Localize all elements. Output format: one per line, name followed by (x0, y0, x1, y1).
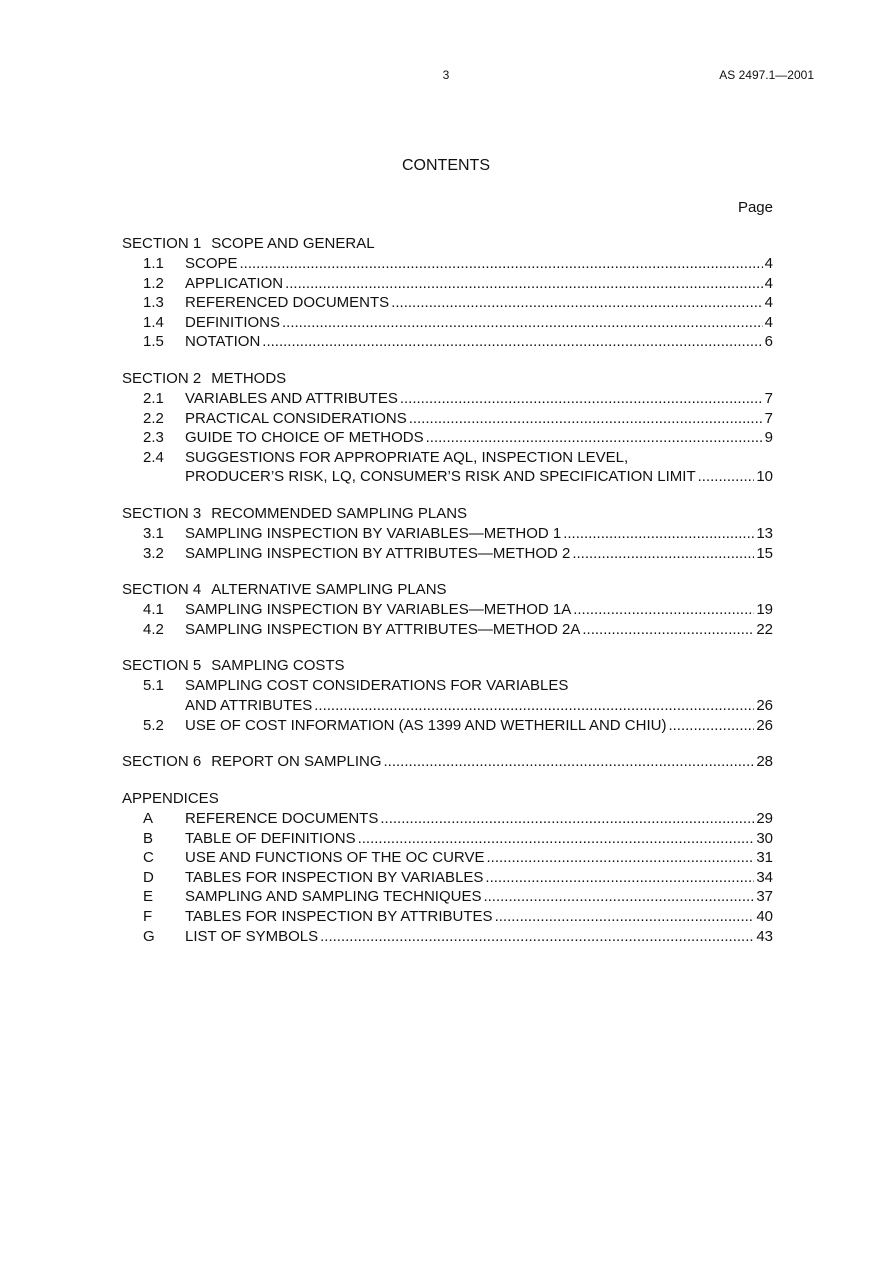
page-ref: 31 (756, 849, 773, 867)
section-heading[interactable] (122, 752, 773, 772)
toc-section (122, 234, 773, 352)
entry-number: E (143, 888, 154, 906)
page-ref: 6 (764, 333, 773, 351)
toc-entry[interactable] (122, 313, 773, 333)
dot-leader (668, 716, 754, 736)
section-heading[interactable] (122, 656, 773, 676)
entry-title: REFERENCE DOCUMENTS (185, 810, 379, 828)
entry-title: SAMPLING INSPECTION BY VARIABLES—METHOD 1A (185, 601, 572, 619)
dot-leader (400, 389, 763, 409)
entry-number: F (143, 908, 153, 926)
section-title: RECOMMENDED SAMPLING PLANS (211, 504, 468, 522)
toc-entry[interactable] (122, 620, 773, 640)
page-ref: 10 (756, 468, 773, 486)
page-ref: 30 (756, 829, 773, 847)
entry-title: VARIABLES AND ATTRIBUTES (185, 389, 398, 407)
toc-entry[interactable] (122, 868, 773, 888)
entry-number: 1.5 (143, 333, 164, 351)
toc-entry[interactable] (122, 409, 773, 429)
toc-section (122, 752, 773, 772)
table-of-contents (122, 234, 773, 963)
page-ref: 7 (764, 409, 773, 427)
page-ref: 4 (764, 255, 773, 272)
toc-entry[interactable] (122, 428, 773, 448)
entry-number: 2.3 (143, 429, 164, 447)
dot-leader (262, 332, 762, 352)
entry-number: A (143, 810, 154, 828)
dot-leader (314, 696, 754, 716)
toc-entry[interactable] (122, 274, 773, 294)
section-title: SAMPLING COSTS (211, 657, 345, 675)
dot-leader (391, 293, 762, 313)
toc-entry[interactable] (122, 676, 773, 715)
section-title: ALTERNATIVE SAMPLING PLANS (211, 581, 447, 599)
page-ref: 43 (756, 927, 773, 945)
entry-title-line: SUGGESTIONS FOR APPROPRIATE AQL, INSPECTION LEVEL, (185, 448, 629, 466)
entry-number: 1.3 (143, 294, 164, 312)
section-title: SCOPE AND GENERAL (211, 235, 375, 252)
dot-leader (282, 313, 763, 333)
dot-leader (495, 907, 755, 927)
entry-title: USE AND FUNCTIONS OF THE OC CURVE (185, 849, 485, 867)
toc-entry[interactable] (122, 716, 773, 736)
entry-title: NOTATION (185, 333, 261, 351)
entry-number: G (143, 927, 155, 945)
entry-number: D (143, 868, 154, 886)
page-ref: 29 (756, 810, 773, 828)
entry-number: 1.1 (143, 255, 164, 272)
entry-number: C (143, 849, 154, 867)
dot-leader (426, 428, 763, 448)
entry-number: 2.4 (143, 448, 164, 466)
dot-leader (563, 524, 754, 544)
section-label: SECTION 1 (122, 235, 202, 252)
page-ref: 7 (764, 389, 773, 407)
page-ref: 26 (756, 716, 773, 734)
entry-title: PRACTICAL CONSIDERATIONS (185, 409, 407, 427)
document-reference: AS 2497.1—2001 (719, 68, 814, 82)
dot-leader (582, 620, 754, 640)
entry-title: SAMPLING INSPECTION BY ATTRIBUTES—METHOD 2 (185, 544, 571, 562)
toc-section (122, 369, 773, 487)
dot-leader (384, 752, 755, 772)
dot-leader (285, 274, 763, 294)
entry-title: TABLES FOR INSPECTION BY VARIABLES (185, 868, 484, 886)
entry-title: PRODUCER’S RISK, LQ, CONSUMER’S RISK AND SPECIFICATION LIMIT (185, 468, 696, 486)
section-label: SECTION 6 (122, 753, 202, 771)
entry-number: 4.1 (143, 601, 164, 619)
section-heading[interactable] (122, 234, 773, 254)
dot-leader (240, 254, 763, 274)
toc-entry[interactable] (122, 600, 773, 620)
page-ref: 34 (756, 868, 773, 886)
entry-title: SAMPLING INSPECTION BY ATTRIBUTES—METHOD 2A (185, 620, 581, 638)
contents-title: CONTENTS (402, 157, 490, 174)
section-title: REPORT ON SAMPLING (211, 753, 382, 771)
entry-number: 1.4 (143, 313, 164, 331)
toc-section (122, 789, 773, 946)
dot-leader (698, 467, 755, 487)
section-title: METHODS (211, 369, 287, 387)
toc-entry[interactable] (122, 927, 773, 947)
section-title: APPENDICES (122, 790, 219, 808)
toc-entry[interactable] (122, 389, 773, 409)
page-ref: 19 (756, 601, 773, 619)
page-ref: 4 (764, 274, 773, 292)
dot-leader (483, 887, 754, 907)
section-label: SECTION 2 (122, 369, 202, 387)
dot-leader (485, 868, 754, 888)
page-ref: 37 (756, 888, 773, 906)
entry-title: GUIDE TO CHOICE OF METHODS (185, 429, 424, 447)
page-ref: 28 (756, 753, 773, 771)
toc-entry[interactable] (122, 544, 773, 564)
page-ref: 4 (764, 294, 773, 312)
toc-entry[interactable] (122, 848, 773, 868)
toc-entry[interactable] (122, 907, 773, 927)
entry-number: 2.2 (143, 409, 164, 427)
dot-leader (380, 809, 754, 829)
entry-title: DEFINITIONS (185, 313, 281, 331)
entry-number: 4.2 (143, 620, 164, 638)
dot-leader (320, 927, 754, 947)
page-number: 3 (442, 68, 450, 82)
entry-title: APPLICATION (185, 274, 284, 292)
entry-number: 3.2 (143, 544, 164, 562)
entry-number: 1.2 (143, 274, 164, 292)
entry-title: TABLES FOR INSPECTION BY ATTRIBUTES (185, 908, 493, 926)
page-ref: 15 (756, 544, 773, 562)
entry-title: USE OF COST INFORMATION (AS 1399 AND WETHERILL AND CHIU) (185, 716, 667, 734)
dot-leader (358, 829, 755, 849)
section-heading[interactable] (122, 789, 773, 809)
entry-number: 2.1 (143, 389, 164, 407)
section-heading[interactable] (122, 580, 773, 600)
entry-title: SCOPE (185, 255, 238, 272)
page-ref: 22 (756, 620, 773, 638)
toc-entry[interactable] (122, 448, 773, 487)
dot-leader (573, 600, 754, 620)
entry-number: 5.2 (143, 716, 164, 734)
dot-leader (572, 544, 754, 564)
toc-entry[interactable] (122, 809, 773, 829)
toc-entry[interactable] (122, 293, 773, 313)
entry-title: AND ATTRIBUTES (185, 696, 313, 714)
entry-title: REFERENCED DOCUMENTS (185, 294, 390, 312)
entry-title: SAMPLING INSPECTION BY VARIABLES—METHOD 1 (185, 524, 562, 542)
page-ref: 13 (756, 524, 773, 542)
entry-title: SAMPLING AND SAMPLING TECHNIQUES (185, 888, 482, 906)
toc-entry[interactable] (122, 254, 773, 274)
entry-title: TABLE OF DEFINITIONS (185, 829, 356, 847)
page-ref: 9 (764, 429, 773, 447)
toc-section (122, 580, 773, 639)
section-label: SECTION 5 (122, 657, 202, 675)
entry-number: B (143, 829, 154, 847)
page-column-label: Page (737, 199, 773, 216)
section-label: SECTION 4 (122, 581, 202, 599)
dot-leader (409, 409, 763, 429)
entry-title: LIST OF SYMBOLS (185, 927, 319, 945)
toc-entry[interactable] (122, 887, 773, 907)
toc-section (122, 504, 773, 563)
toc-entry[interactable] (122, 332, 773, 352)
toc-entry[interactable] (122, 829, 773, 849)
toc-section (122, 656, 773, 735)
section-heading[interactable] (122, 504, 773, 524)
dot-leader (486, 848, 754, 868)
entry-number: 5.1 (143, 677, 164, 695)
section-heading[interactable] (122, 369, 773, 389)
page-ref: 26 (756, 696, 773, 714)
entry-number: 3.1 (143, 524, 164, 542)
entry-title-line: SAMPLING COST CONSIDERATIONS FOR VARIABLES (185, 677, 569, 695)
section-label: SECTION 3 (122, 504, 202, 522)
page-ref: 40 (756, 908, 773, 926)
toc-entry[interactable] (122, 524, 773, 544)
page-ref: 4 (764, 313, 773, 331)
